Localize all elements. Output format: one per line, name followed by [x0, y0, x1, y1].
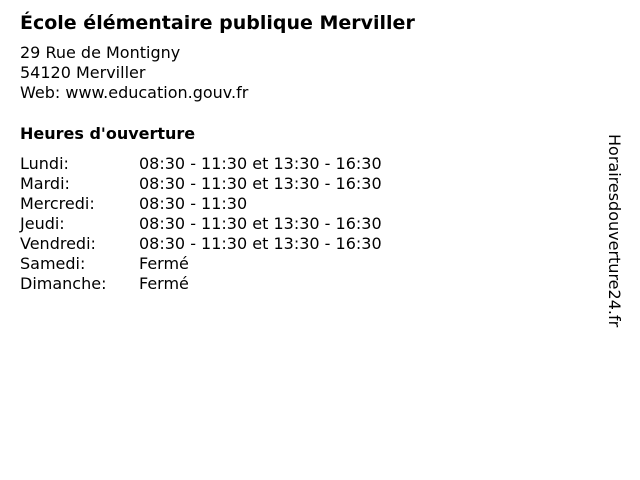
- hours-heading: Heures d'ouverture: [20, 124, 196, 143]
- time-value: 08:30 - 11:30 et 13:30 - 16:30: [139, 214, 382, 233]
- time-value: 08:30 - 11:30: [139, 194, 248, 213]
- city-address: 54120 Merviller: [20, 63, 146, 82]
- day-label: Mercredi:: [20, 194, 95, 213]
- day-label: Dimanche:: [20, 274, 107, 293]
- site-watermark: Horairesdouverture24.fr: [605, 134, 624, 328]
- time-value: 08:30 - 11:30 et 13:30 - 16:30: [139, 234, 382, 253]
- day-label: Samedi:: [20, 254, 86, 273]
- school-name: École élémentaire publique Merviller: [20, 12, 415, 34]
- street-address: 29 Rue de Montigny: [20, 43, 181, 62]
- day-label: Mardi:: [20, 174, 70, 193]
- website: Web: www.education.gouv.fr: [20, 83, 249, 102]
- day-label: Jeudi:: [20, 214, 65, 233]
- day-label: Vendredi:: [20, 234, 96, 253]
- time-value: 08:30 - 11:30 et 13:30 - 16:30: [139, 154, 382, 173]
- time-value: Fermé: [139, 274, 189, 293]
- address-block: [20, 43, 248, 103]
- time-value: Fermé: [139, 254, 189, 273]
- day-label: Lundi:: [20, 154, 69, 173]
- time-value: 08:30 - 11:30 et 13:30 - 16:30: [139, 174, 382, 193]
